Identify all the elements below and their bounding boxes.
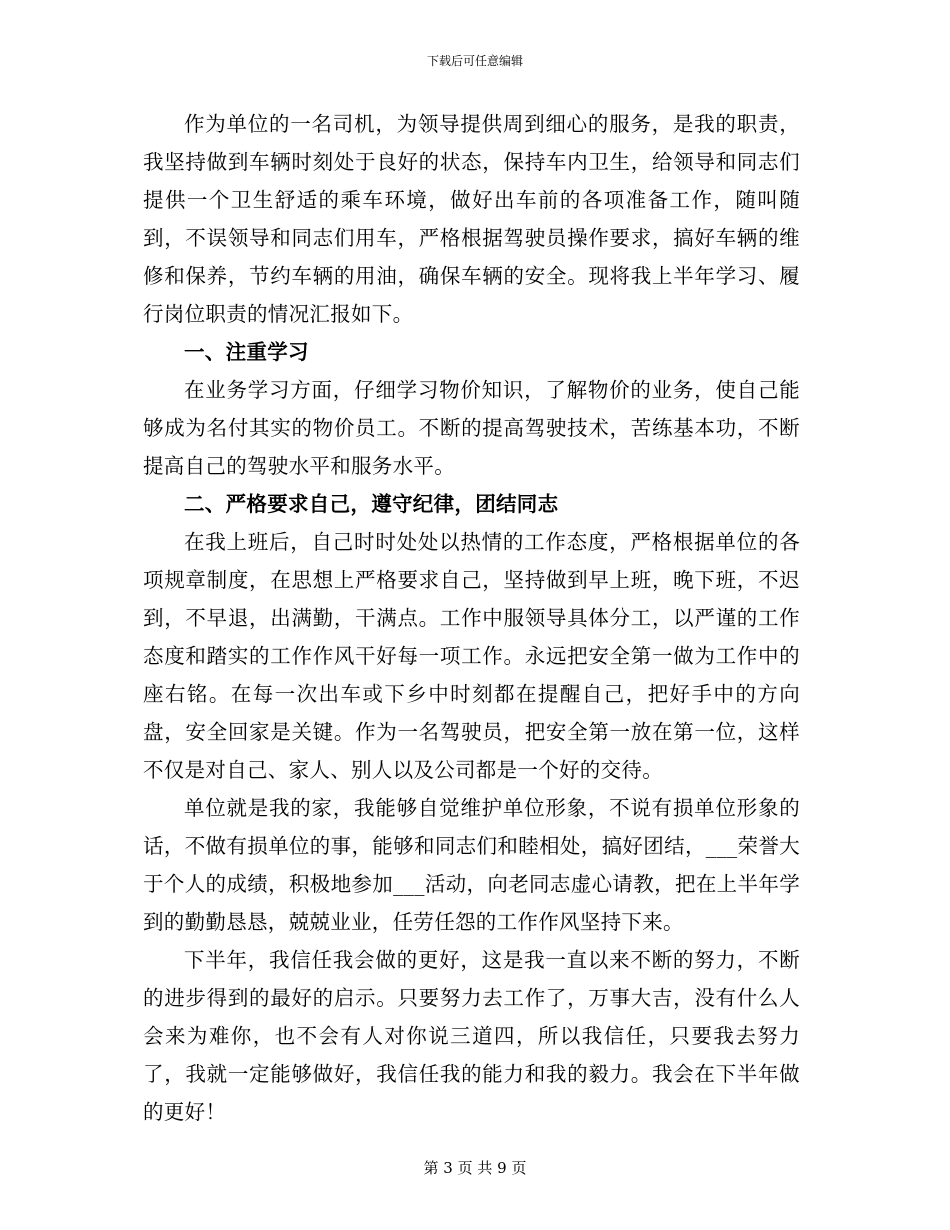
intro-paragraph: 作为单位的一名司机，为领导提供周到细心的服务，是我的职责，我坚持做到车辆时刻处于良好的状态，保持车内卫生，给领导和同志们提供一个卫生舒适的乘车环境，做好出车前的各项准备工作，随叫随到，不误领导和同志们用车，严格根据驾驶员操作要求，搞好车辆的维修和保养，节约车辆的用油，确保车辆的安全。现将我上半年学习、履行岗位职责的情况汇报如下。: [143, 112, 800, 326]
document-body: [143, 105, 800, 1131]
section-heading-2: 二、严格要求自己，遵守纪律，团结同志: [184, 492, 559, 516]
page-header: 下载后可任意编辑: [426, 54, 523, 68]
unity-paragraph: 单位就是我的家，我能够自觉维护单位形象，不说有损单位形象的话，不做有损单位的事，能够和同志们和睦相处，搞好团结，___荣誉大于个人的成绩，积极地参加___活动，向老同志虚心请教，把在上半年学到的勤勤恳恳，兢兢业业，任劳任怨的工作作风坚持下来。: [143, 796, 800, 934]
discipline-paragraph: 在我上班后，自己时时处处以热情的工作态度，严格根据单位的各项规章制度，在思想上严格要求自己，坚持做到早上班，晚下班，不迟到，不早退，出满勤，干满点。工作中服领导具体分工，以严谨的工作态度和踏实的工作作风干好每一项工作。永远把安全第一做为工作中的座右铭。在每一次出车或下乡中时刻都在提醒自己，把好手中的方向盘，安全回家是关键。作为一名驾驶员，把安全第一放在第一位，这样不仅是对自己、家人、别人以及公司都是一个好的交待。: [143, 530, 800, 782]
study-paragraph: 在业务学习方面，仔细学习物价知识，了解物价的业务，使自己能够成为名付其实的物价员工。不断的提高驾驶技术，苦练基本功，不断提高自己的驾驶水平和服务水平。: [143, 378, 800, 478]
page-footer: 第 3 页 共 9 页: [423, 1159, 527, 1177]
outlook-paragraph: 下半年，我信任我会做的更好，这是我一直以来不断的努力，不断的进步得到的最好的启示。只要努力去工作了，万事大吉，没有什么人会来为难你，也不会有人对你说三道四，所以我信任，只要我去努力了，我就一定能够做好，我信任我的能力和我的毅力。我会在下半年做的更好！: [143, 948, 800, 1124]
section-heading-1: 一、注重学习: [184, 340, 309, 364]
